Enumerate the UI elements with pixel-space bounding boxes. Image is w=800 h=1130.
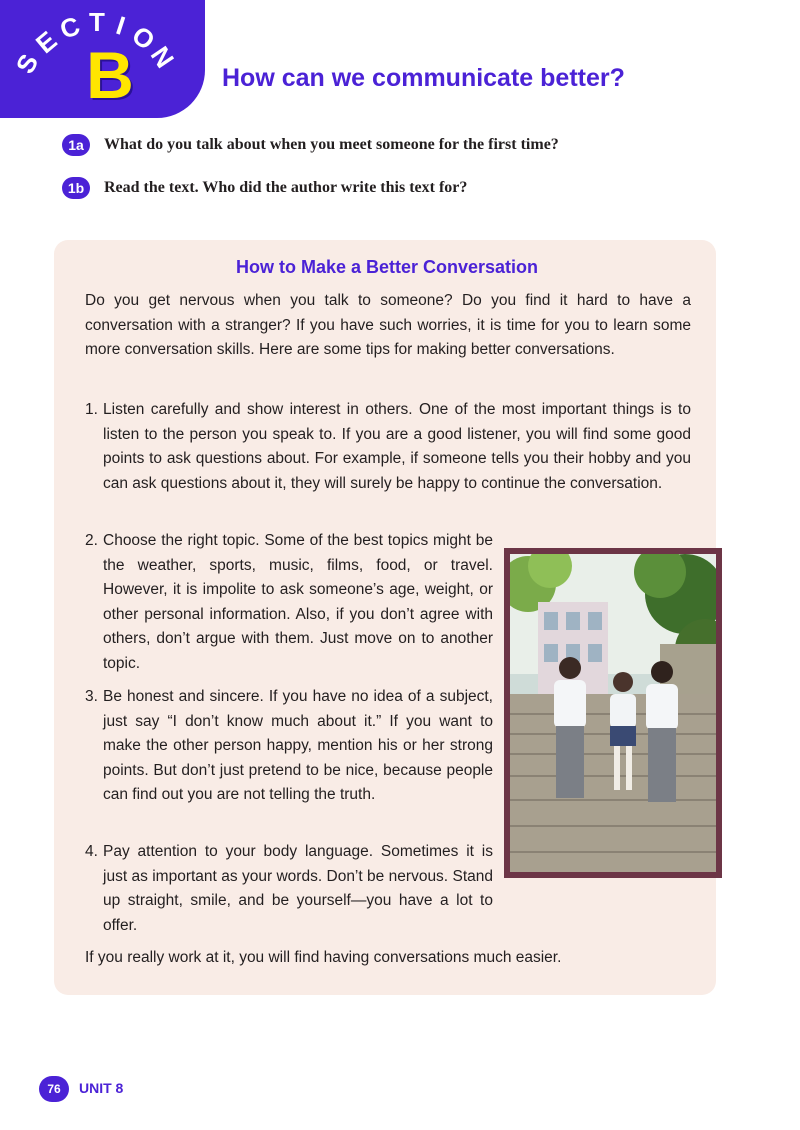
reading-intro: Do you get nervous when you talk to someone? Do you find it hard to have a conversation with a stranger? If you have such worries, it is time for you to learn some more conversation skills. Here are some tips for making better conversations. xyxy=(85,292,691,358)
activity-badge: 1b xyxy=(62,177,90,199)
section-letter: C xyxy=(55,10,84,45)
tip-number: 1. xyxy=(85,401,98,418)
activity-badge: 1a xyxy=(62,134,90,156)
tip-text: Pay attention to your body language. Sometimes it is just as important as your words. Don’t be nervous. Stand up straight, smile, and be yourself—you have a lot to offer. xyxy=(103,843,493,934)
section-letter: O xyxy=(126,19,161,56)
activity-1b xyxy=(62,177,467,199)
section-letter: E xyxy=(29,25,63,60)
unit-label: UNIT 8 xyxy=(79,1080,124,1096)
section-letter: T xyxy=(89,7,105,37)
tip-item xyxy=(85,685,493,808)
section-badge xyxy=(0,0,205,118)
tip-number: 2. xyxy=(85,532,98,549)
tip-text: Choose the right topic. Some of the best topics might be the weather, sports, music, films, food, or travel. However, it is impolite to ask someone’s age, weight, or other personal information. Also, if you don’t agree with others, don’t argue with them. Just move on to another topic. xyxy=(103,532,493,672)
tip-text: Be honest and sincere. If you have no idea of a subject, just say “I don’t know much about it.” If you want to make the other person happy, mention his or her strong points. But don’t just pretend to be nice, because people can find out you are not telling the truth. xyxy=(103,688,493,803)
section-letter: N xyxy=(144,40,181,74)
section-letter: I xyxy=(112,10,129,41)
section-letter: S xyxy=(9,49,45,79)
activity-text: Read the text. Who did the author write this text for? xyxy=(104,179,468,196)
students-on-stairs-photo xyxy=(510,554,716,872)
tip-item xyxy=(85,840,493,938)
activity-text: What do you talk about when you meet someone for the first time? xyxy=(104,136,559,153)
reading-conclusion: If you really work at it, you will find having conversations much easier. xyxy=(85,949,562,966)
activity-1a xyxy=(62,134,559,156)
tip-number: 4. xyxy=(85,843,98,860)
tip-text: Listen carefully and show interest in others. One of the most important things is to listen to the person you speak to. If you are a good listener, you will find some good points to ask questions about. For example, if someone tells you their hobby and you can ask questions about it, they will surely be happy to continue the conversation. xyxy=(103,401,691,492)
section-letter-b: B xyxy=(86,38,134,112)
tip-item xyxy=(85,529,493,676)
tip-number: 3. xyxy=(85,688,98,705)
tip-item xyxy=(85,398,691,496)
page-number: 76 xyxy=(39,1076,69,1102)
photo-frame xyxy=(504,548,722,878)
reading-title: How to Make a Better Conversation xyxy=(235,257,539,277)
section-title: How can we communicate better? xyxy=(222,64,625,92)
